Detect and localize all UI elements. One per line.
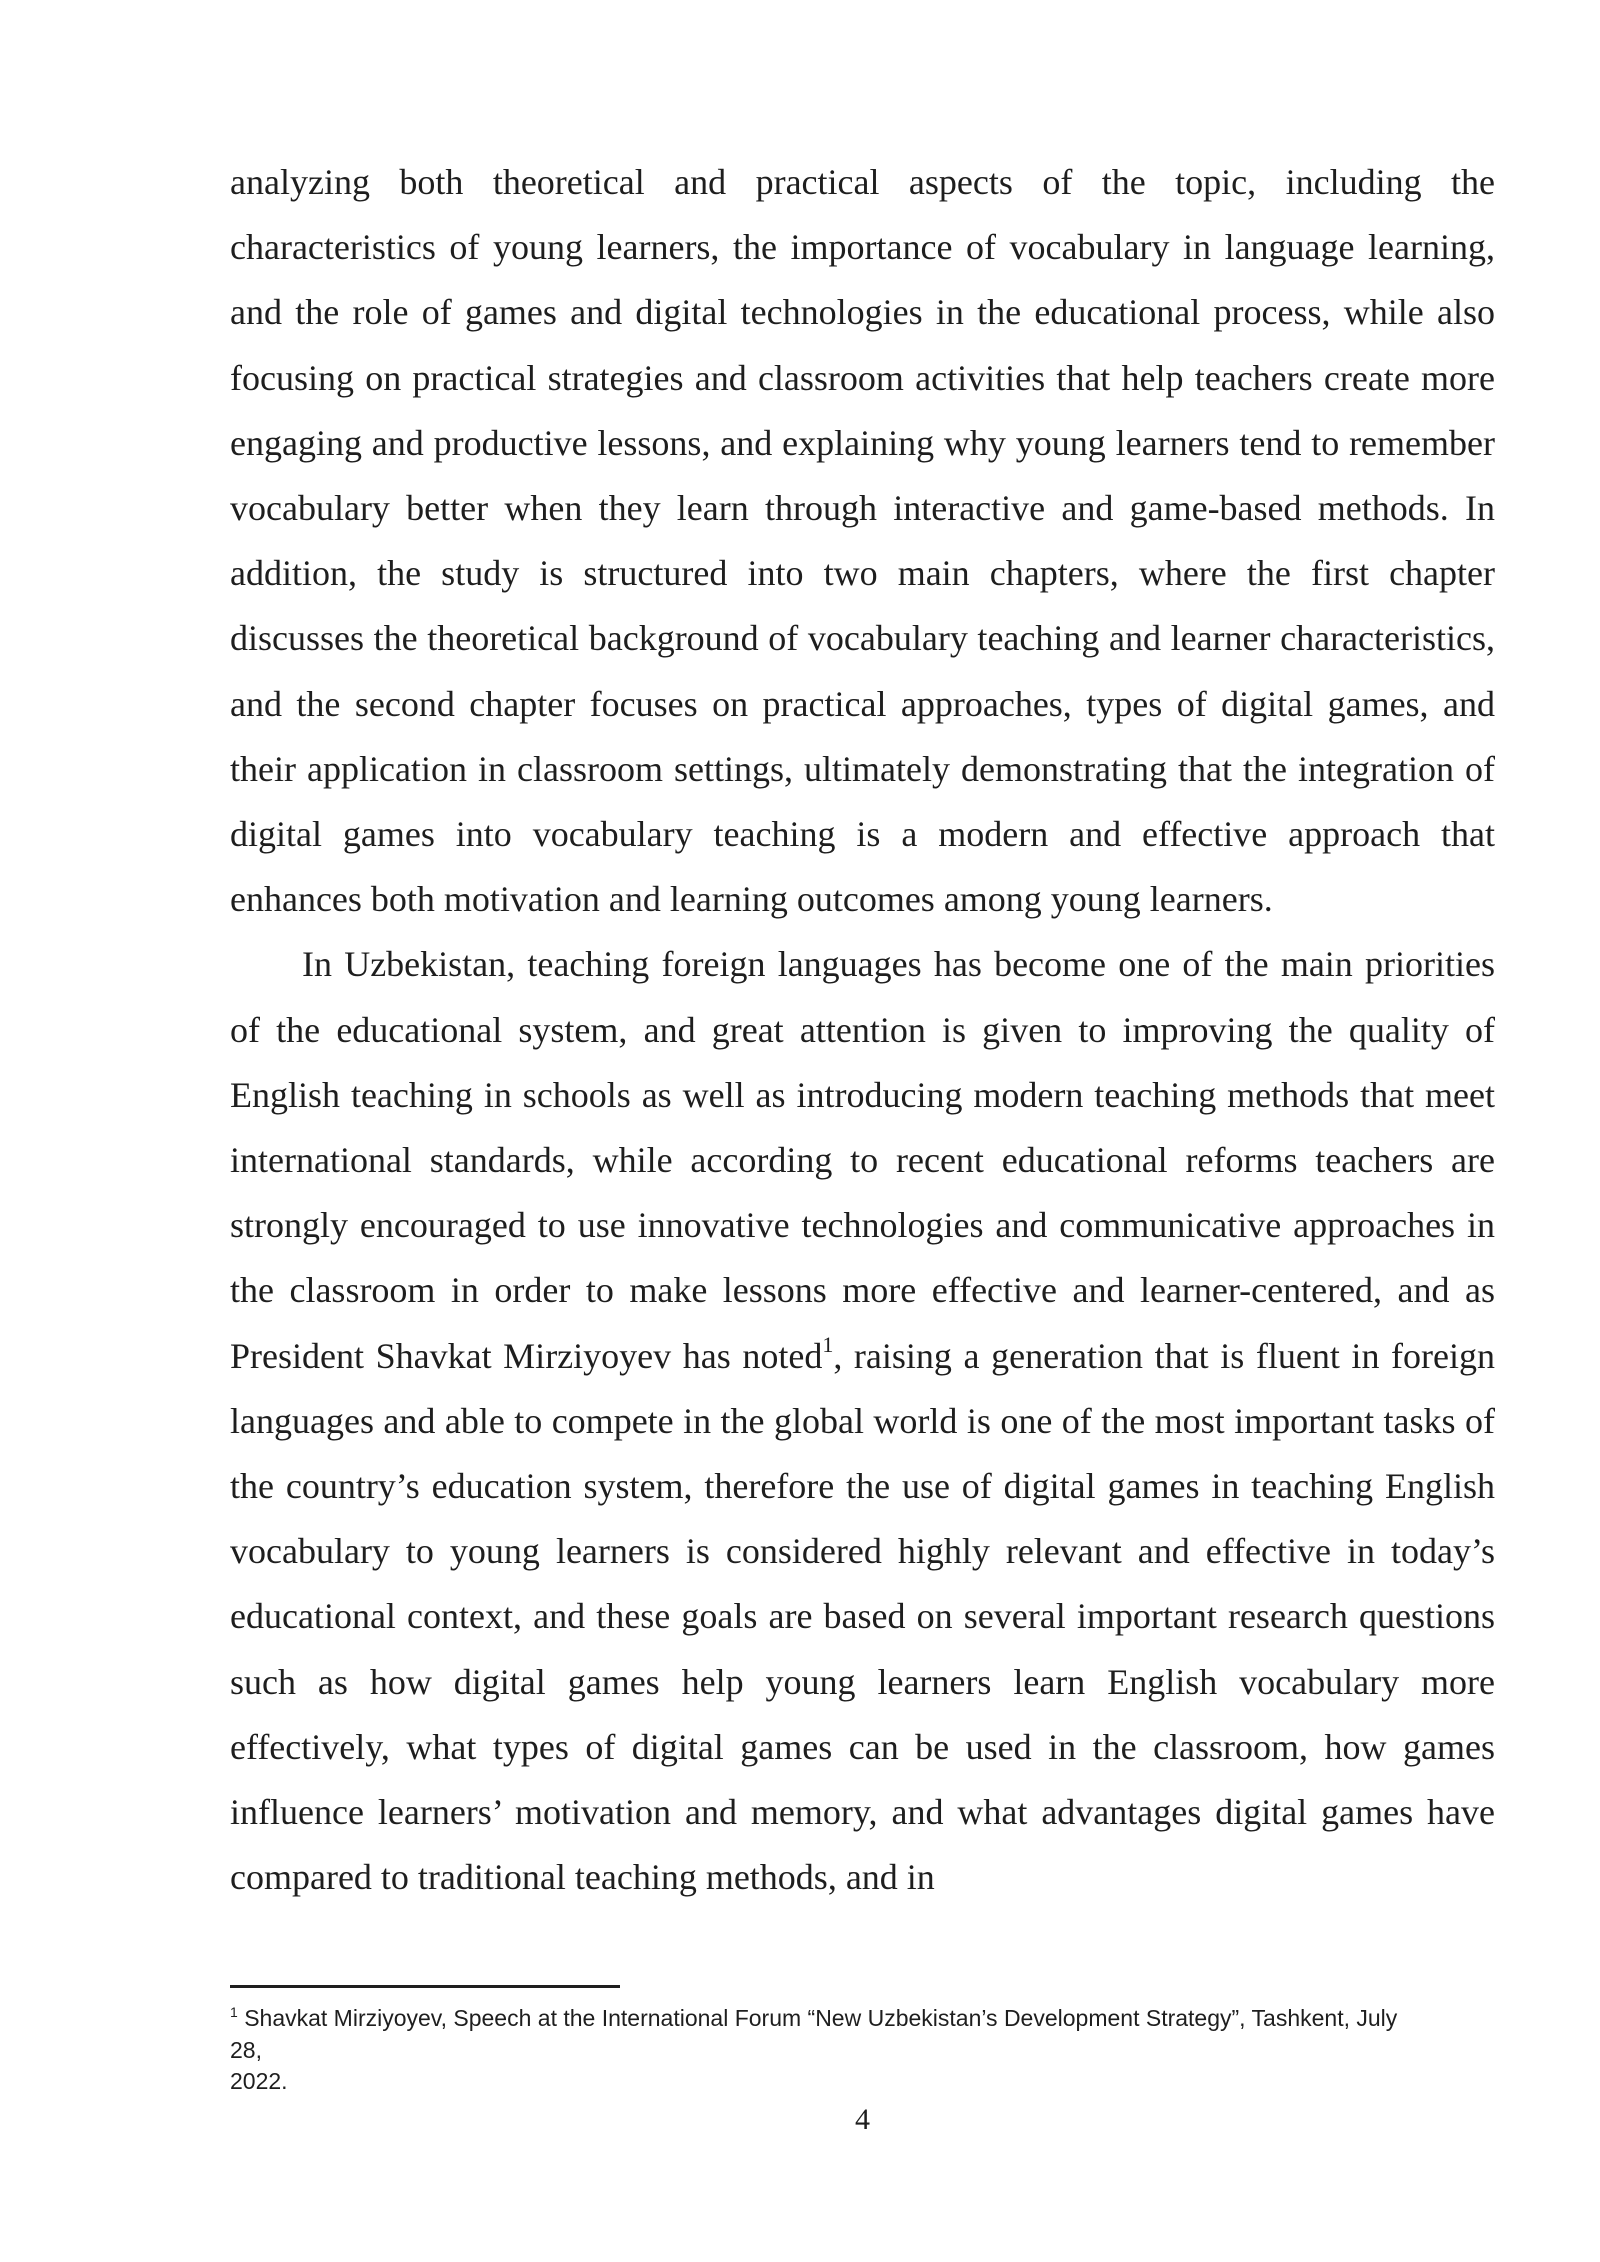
footnote-separator — [230, 1985, 620, 1988]
footnote-reference[interactable]: 1 — [822, 1331, 834, 1357]
footnote-line-2: 28, — [230, 2036, 262, 2063]
paragraph-2-text-end: , raising a generation that is fluent in foreign languages and able to compete in the global world is one of the most important tasks of the country’s education system, therefore the use of digital games in teaching English vocabulary to young learners is considered highly relevant and effective in today’s educational context, and these goals are based on several important research questions such as how digital games help young learners learn English vocabulary more effectively, what types of digital games can be used in the classroom, how games influence learners’ motivation and memory, and what advantages digital games have compared to traditional teaching methods, and in — [230, 1335, 1496, 1898]
paragraph-1: analyzing both theoretical and practical aspects of the topic, including the characteristics of young learners, the importance of vocabulary in language learning, and the role of games and digital technologies in the educational process, while also focusing on practical strategies and classroom activities that help teachers create more engaging and productive lessons, and explaining why young learners tend to remember vocabulary better when they learn through interactive and game-based methods. In addition, the study is structured into two main chapters, where the first chapter discusses the theoretical background of vocabulary teaching and learner characteristics, and the second chapter focuses on practical approaches, types of digital games, and their application in classroom settings, ultimately demonstrating that the integration of digital games into vocabulary teaching is a modern and effective approach that enhances both motivation and learning outcomes among young learners. — [230, 162, 1495, 920]
footnote-text-1: Shavkat Mirziyoyev, Speech at the International Forum “New Uzbekistan’s Development Strategy”, Tashkent, July — [244, 2005, 1398, 2031]
footnote-marker: 1 — [230, 2004, 238, 2020]
footnote-line-1 — [230, 2003, 1500, 2035]
body-text — [230, 150, 1495, 1910]
footnote-line-3: 2022. — [230, 2068, 288, 2094]
paragraph-2 — [230, 932, 1495, 1910]
paragraph-2-text-start: In Uzbekistan, teaching foreign languages has become one of the main priorities of the educational system, and great attention is given to improving the quality of English teaching in schools as well as introducing modern teaching methods that meet international standards, while according to recent educational reforms teachers are strongly encouraged to use innovative technologies and communicative approaches in the classroom in order to make lessons more effective and learner-centered, and as President Shavkat Mirziyoyev has noted — [230, 944, 1495, 1376]
page-number: 4 — [855, 2103, 870, 2136]
footnote — [230, 2003, 1500, 2098]
